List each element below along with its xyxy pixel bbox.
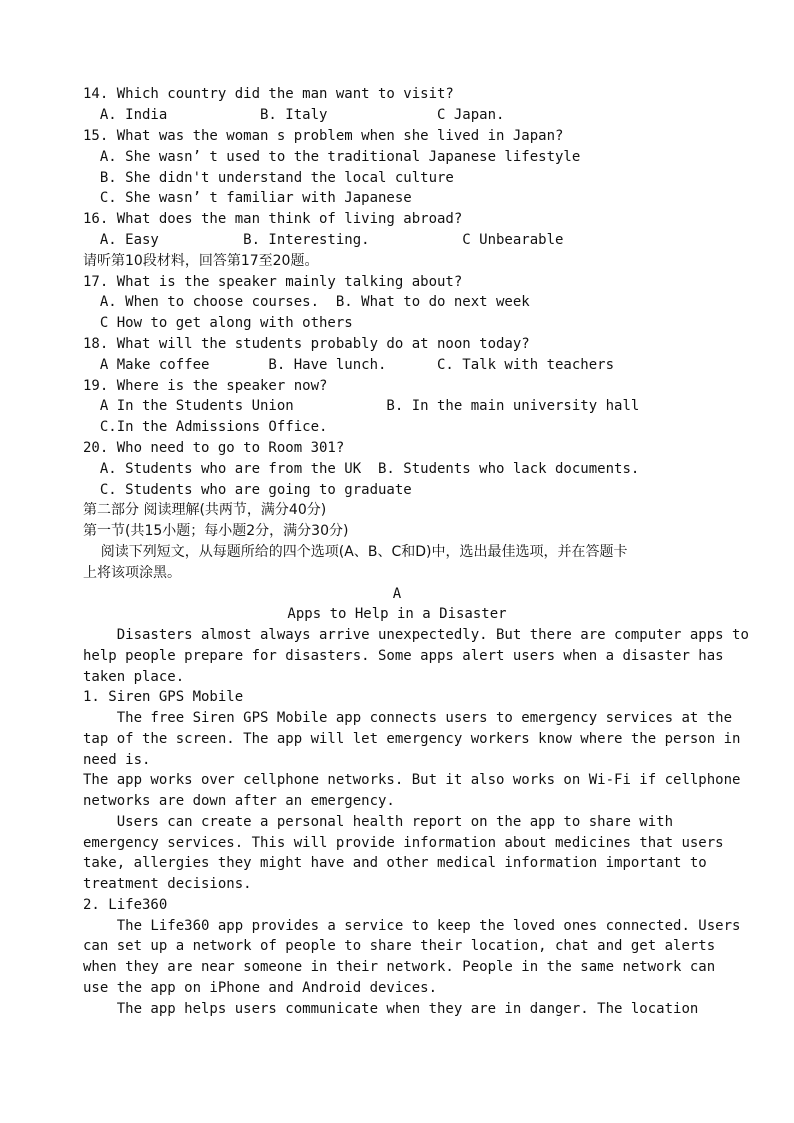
q14-options: A. India B. Italy C Japan.	[83, 107, 505, 123]
passage-line: 2. Life360	[83, 897, 168, 913]
q16-options: A. Easy B. Interesting. C Unbearable	[83, 232, 564, 248]
passage-line: The app helps users communicate when they are in danger. The location	[83, 1001, 699, 1017]
section1-heading: 第一节(共15小题；每小题2分，满分30分)	[83, 523, 349, 539]
passage-title: Apps to Help in a Disaster	[287, 606, 507, 622]
passage-line: The app works over cellphone networks. But it also works on Wi-Fi if cellphone	[83, 772, 741, 788]
passage-line: take, allergies they might have and other medical information important to	[83, 855, 707, 871]
reading-instruction-line1: 阅读下列短文，从每题所给的四个选项(A、B、C和D)中，选出最佳选项，并在答题卡	[83, 544, 628, 560]
passage-line: The Life360 app provides a service to keep the loved ones connected. Users	[83, 918, 741, 934]
q17-options-ab: A. When to choose courses. B. What to do next week	[83, 294, 530, 310]
passage-line: when they are near someone in their network. People in the same network can	[83, 959, 716, 975]
passage-line: networks are down after an emergency.	[83, 793, 395, 809]
reading-instruction-line2: 上将该项涂黑。	[83, 565, 181, 581]
q14-question: 14. Which country did the man want to visit?	[83, 86, 454, 102]
q19-question: 19. Where is the speaker now?	[83, 378, 328, 394]
passage-line: 1. Siren GPS Mobile	[83, 689, 244, 705]
q15-question: 15. What was the woman s problem when she lived in Japan?	[83, 128, 564, 144]
passage-line: help people prepare for disasters. Some apps alert users when a disaster has	[83, 648, 724, 664]
q15-option-a: A. She wasn’ t used to the traditional Japanese lifestyle	[83, 149, 581, 165]
q19-option-c: C.In the Admissions Office.	[83, 419, 328, 435]
passage-line: Users can create a personal health report on the app to share with	[83, 814, 674, 830]
part2-heading: 第二部分 阅读理解(共两节，满分40分)	[83, 502, 327, 518]
passage-line: use the app on iPhone and Android devices.	[83, 980, 438, 996]
passage-line: treatment decisions.	[83, 876, 252, 892]
q20-options-ab: A. Students who are from the UK B. Students who lack documents.	[83, 461, 640, 477]
q16-question: 16. What does the man think of living abroad?	[83, 211, 463, 227]
section10-instruction: 请听第10段材料，回答第17至20题。	[83, 253, 319, 269]
q17-question: 17. What is the speaker mainly talking about?	[83, 274, 463, 290]
passage-line: emergency services. This will provide information about medicines that users	[83, 835, 724, 851]
passage-line: The free Siren GPS Mobile app connects users to emergency services at the	[83, 710, 733, 726]
passage-line: Disasters almost always arrive unexpectedly. But there are computer apps to	[83, 627, 749, 643]
q18-question: 18. What will the students probably do at noon today?	[83, 336, 530, 352]
q19-options-ab: A In the Students Union B. In the main university hall	[83, 398, 640, 414]
passage-letter: A	[392, 586, 402, 602]
q20-option-c: C. Students who are going to graduate	[83, 482, 412, 498]
passage-line: can set up a network of people to share their location, chat and get alerts	[83, 938, 716, 954]
q15-option-c: C. She wasn’ t familiar with Japanese	[83, 190, 412, 206]
passage-line: tap of the screen. The app will let emergency workers know where the person in	[83, 731, 741, 747]
passage-line: need is.	[83, 752, 151, 768]
passage-line: taken place.	[83, 669, 185, 685]
q18-options: A Make coffee B. Have lunch. C. Talk with teachers	[83, 357, 615, 373]
q17-option-c: C How to get along with others	[83, 315, 353, 331]
q20-question: 20. Who need to go to Room 301?	[83, 440, 345, 456]
q15-option-b: B. She didn't understand the local culture	[83, 170, 454, 186]
